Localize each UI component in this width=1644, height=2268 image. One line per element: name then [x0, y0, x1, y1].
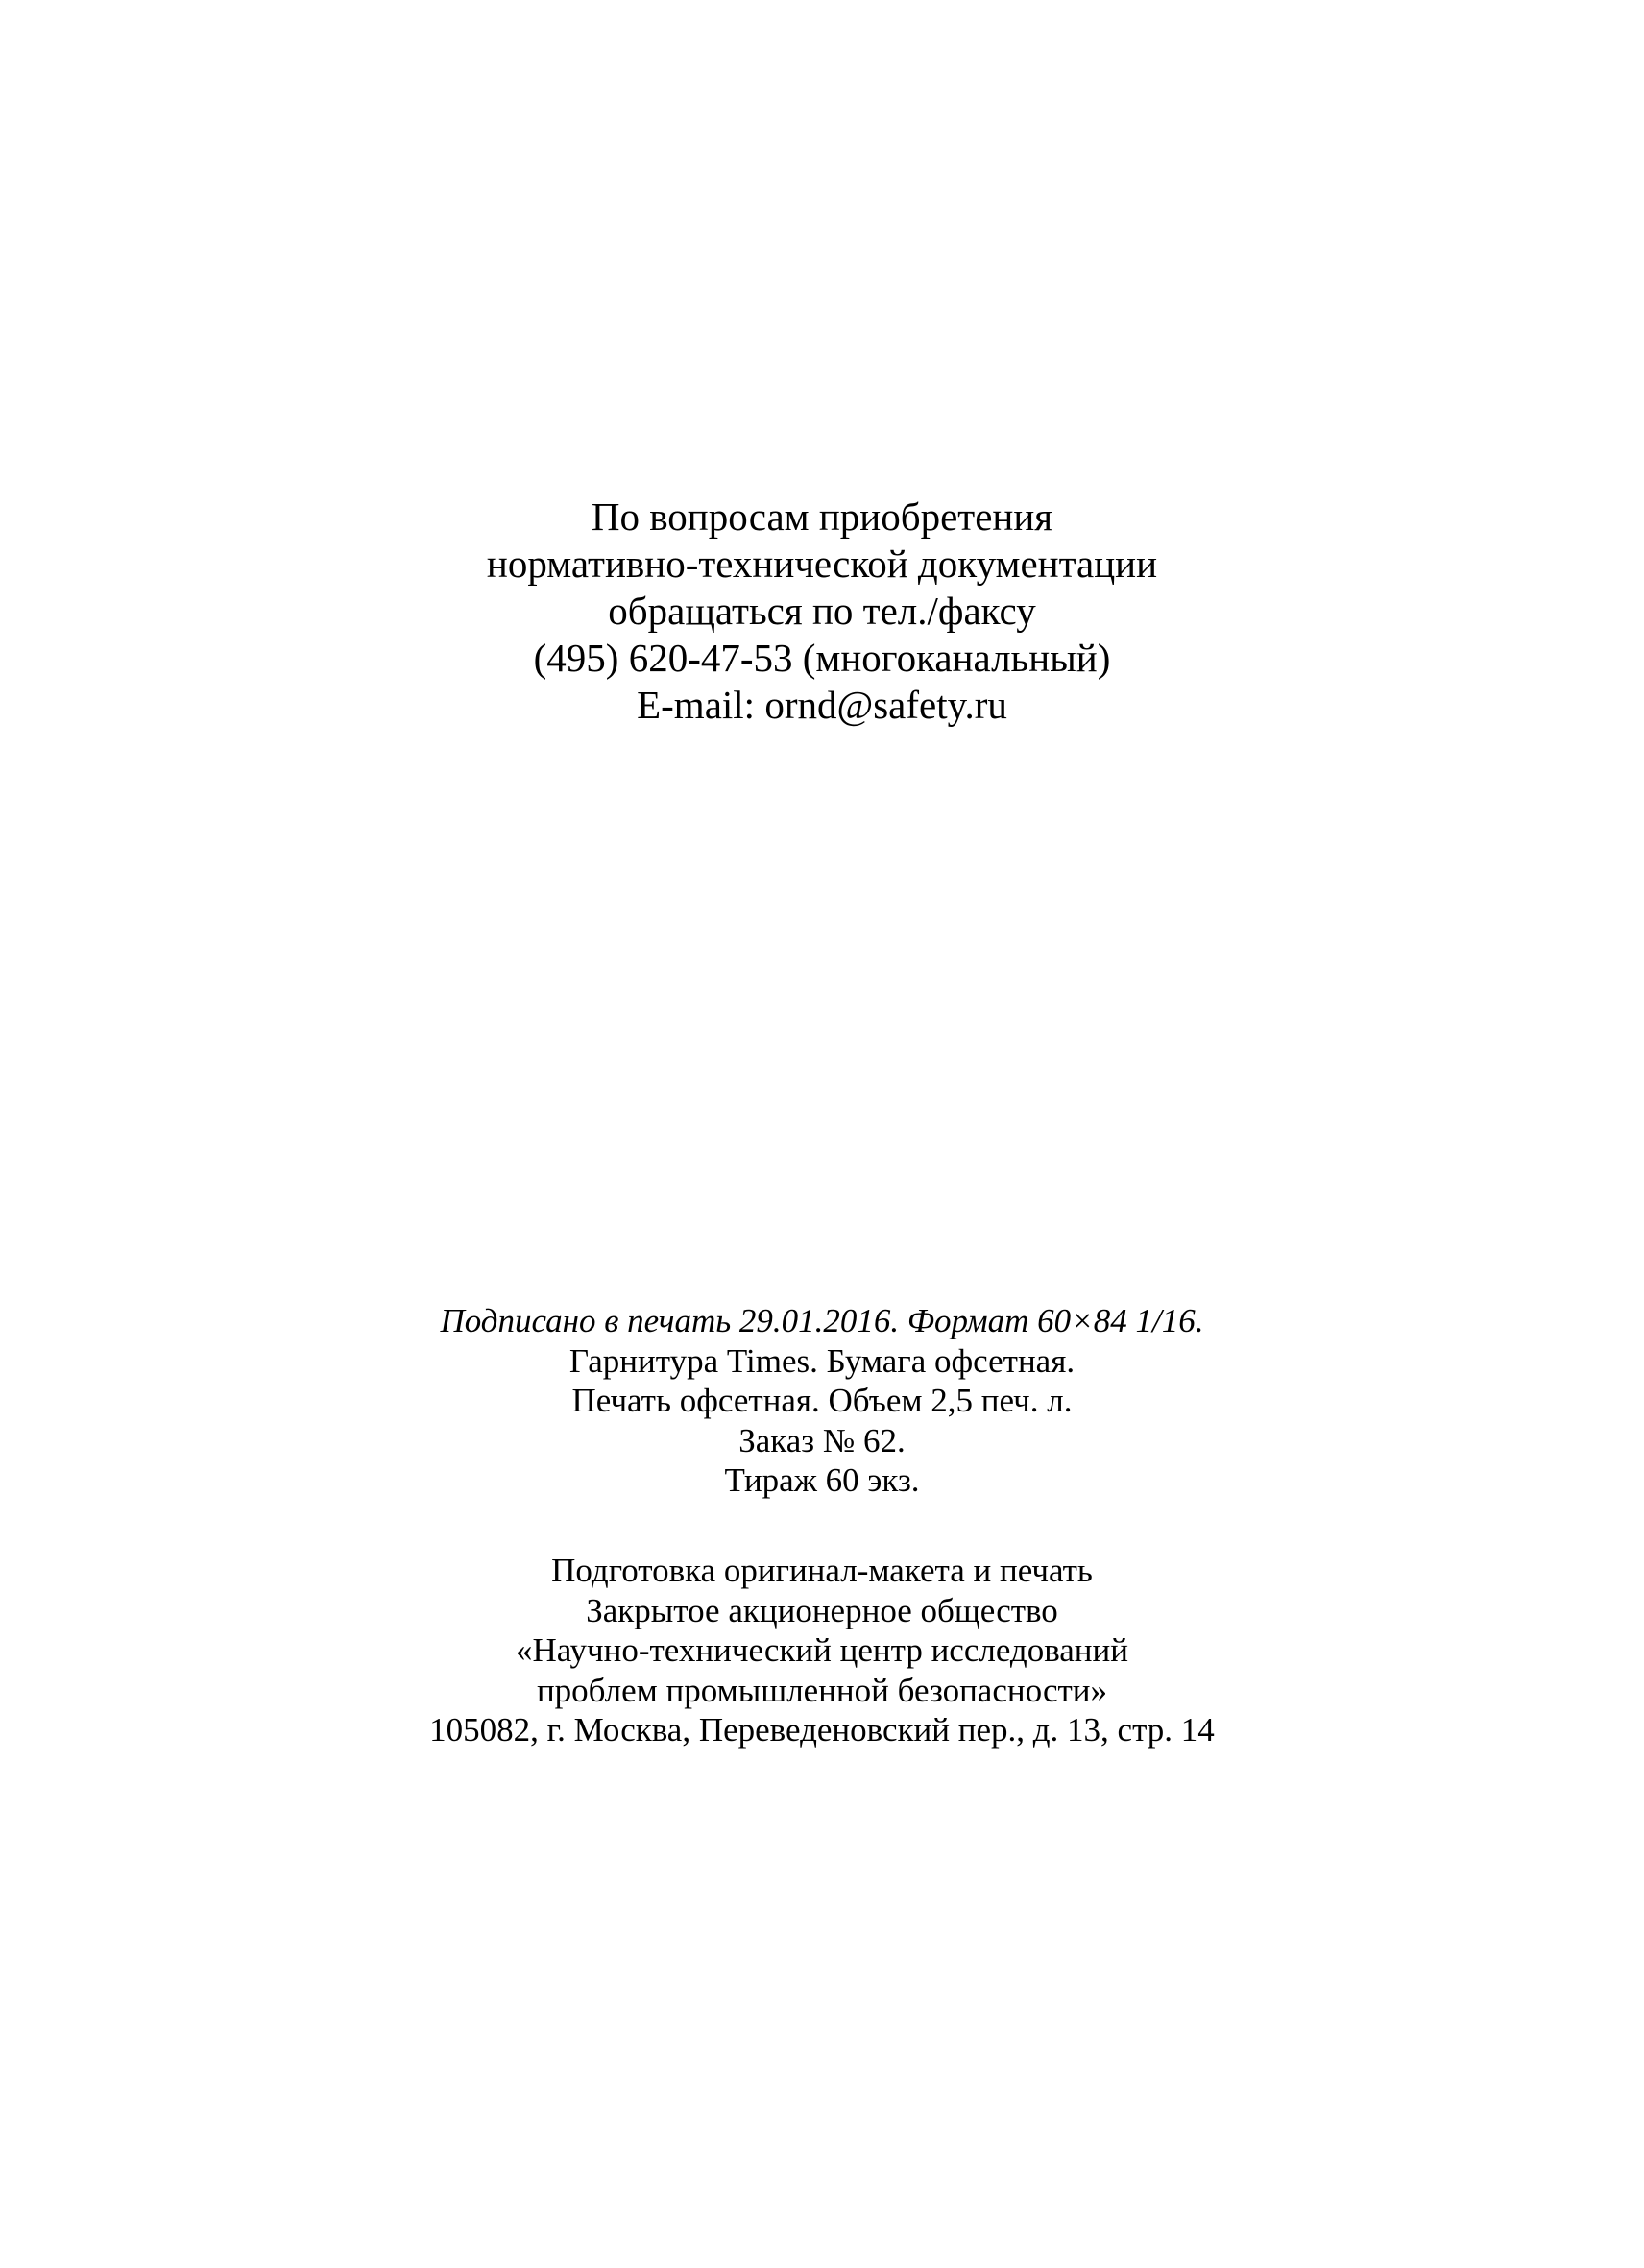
contact-line-email: E-mail: ornd@safety.ru — [637, 683, 1007, 727]
printer-line-address: 105082, г. Москва, Переведеновский пер., д. 13, стр. 14 — [429, 1711, 1215, 1749]
imprint-font-line: Гарнитура Times. Бумага офсетная. — [568, 1341, 1076, 1380]
imprint-run-line: Тираж 60 экз. — [724, 1461, 920, 1499]
imprint-block — [0, 1301, 1644, 1501]
contact-line-purchase: По вопросам приобретения — [591, 495, 1053, 539]
contact-info-block — [0, 494, 1644, 729]
printer-line-company-name-1: «Научно-технический центр исследований — [515, 1631, 1128, 1669]
contact-line-phone: (495) 620-47-53 (многоканальный) — [533, 636, 1111, 680]
printer-line-preparation: Подготовка оригинал-макета и печать — [551, 1552, 1093, 1589]
imprint-print-line: Печать офсетная. Объем 2,5 печ. л. — [571, 1382, 1073, 1419]
contact-line-phone-fax-intro: обращаться по тел./факсу — [608, 589, 1036, 633]
imprint-signed-line: Подписано в печать 29.01.2016. Формат 60×84 1/16. — [440, 1302, 1204, 1339]
printer-line-company-type: Закрытое акционерное общество — [586, 1591, 1058, 1629]
printer-line-company-name-2: проблем промышленной безопасности» — [536, 1671, 1108, 1709]
imprint-order-line: Заказ № 62. — [738, 1421, 906, 1460]
contact-line-documentation: нормативно-технической документации — [486, 542, 1158, 586]
printer-info-block — [0, 1551, 1644, 1750]
